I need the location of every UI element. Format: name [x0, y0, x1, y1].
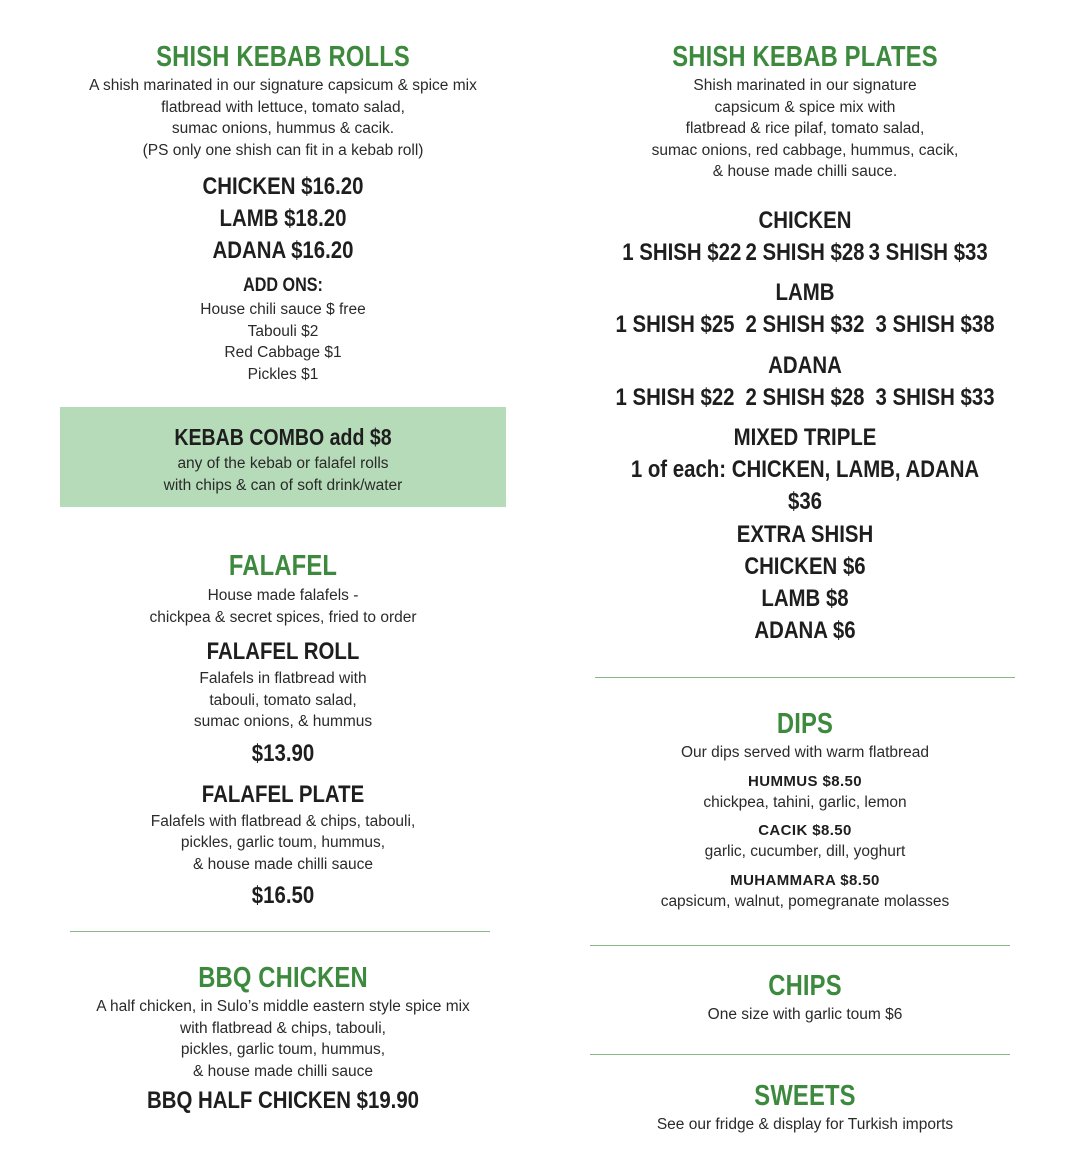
add-on-item: House chili sauce $ free: [200, 301, 366, 318]
option-item: 1 SHISH $22: [615, 384, 735, 411]
desc-line: flatbread & rice pilaf, tomato salad,: [685, 120, 925, 137]
desc-line: A half chicken, in Sulo’s middle eastern style spice mix: [96, 998, 470, 1015]
group-options: [615, 309, 994, 341]
option-item: 2 SHISH $28: [745, 384, 865, 411]
price-item: LAMB $18.20: [219, 205, 347, 232]
desc-line: Falafels in flatbread with: [199, 670, 367, 687]
add-ons-title: ADD ONS:: [243, 275, 323, 296]
section-sweets: [590, 1079, 1020, 1136]
divider: [590, 945, 1010, 946]
add-on-item: Tabouli $2: [247, 322, 319, 340]
dip-item: [590, 871, 1020, 913]
plate-group-lamb: [590, 277, 1020, 341]
dip-item: [590, 821, 1020, 863]
price-list: [60, 171, 506, 267]
section-title: SWEETS: [754, 1080, 856, 1112]
section-add-ons: [60, 274, 506, 385]
section-chips: [590, 969, 1020, 1026]
price-item: ADANA $16.20: [212, 237, 354, 264]
plate-group-chicken: [590, 205, 1020, 269]
mixed-line: 1 of each: CHICKEN, LAMB, ADANA $36: [630, 456, 980, 515]
desc-line: with chips & can of soft drink/water: [163, 476, 403, 494]
mixed-title: MIXED TRIPLE: [733, 424, 877, 451]
section-title: BBQ CHICKEN: [198, 962, 368, 994]
combo-title: KEBAB COMBO add $8: [174, 424, 392, 450]
dip-name: MUHAMMARA $8.50: [730, 871, 880, 889]
desc-line: & house made chilli sauce: [192, 855, 374, 873]
falafel-plate-price: $16.50: [251, 882, 315, 909]
section-description: [590, 75, 1020, 183]
desc-line: A shish marinated in our signature capsicum & spice mix: [89, 77, 477, 94]
mixed-triple: [590, 422, 1020, 518]
section-title: DIPS: [776, 708, 834, 740]
option-item: 2 SHISH $28: [745, 239, 865, 266]
dip-description: chickpea, tahini, garlic, lemon: [703, 793, 907, 811]
desc-line: with flatbread & chips, tabouli,: [180, 1019, 386, 1037]
section-title: SHISH KEBAB ROLLS: [156, 41, 410, 73]
section-description: See our fridge & display for Turkish imports: [656, 1116, 954, 1133]
dip-description: garlic, cucumber, dill, yoghurt: [704, 843, 906, 860]
desc-line: House made falafels -: [207, 587, 359, 604]
divider: [590, 1054, 1010, 1055]
section-title: SHISH KEBAB PLATES: [672, 41, 938, 73]
section-title: FALAFEL: [228, 550, 338, 582]
falafel-roll-description: [60, 668, 506, 733]
falafel-plate-description: [60, 811, 506, 876]
desc-line: & house made chilli sauce: [192, 1062, 374, 1080]
group-options: [615, 382, 994, 414]
option-item: 2 SHISH $32: [745, 311, 865, 338]
option-item: 3 SHISH $38: [875, 311, 995, 338]
desc-line: (PS only one shish can fit in a kebab roll): [142, 141, 424, 159]
desc-line: tabouli, tomato salad,: [209, 691, 357, 709]
section-description: Our dips served with warm flatbread: [680, 744, 930, 761]
group-title: ADANA: [768, 352, 842, 379]
add-on-item: Red Cabbage $1: [224, 344, 342, 361]
group-options: [622, 237, 988, 269]
dip-name: CACIK $8.50: [758, 822, 852, 839]
section-title: CHIPS: [768, 970, 842, 1002]
group-title: CHICKEN: [758, 207, 852, 234]
falafel-plate-title: FALAFEL PLATE: [201, 780, 365, 808]
section-description: One size with garlic toum $6: [707, 1006, 903, 1023]
desc-line: any of the kebab or falafel rolls: [177, 455, 389, 472]
desc-line: pickles, garlic toum, hummus,: [180, 1041, 386, 1058]
option-item: 3 SHISH $33: [868, 239, 988, 266]
section-shish-kebab-plates: [590, 40, 1020, 183]
desc-line: Falafels with flatbread & chips, tabouli,: [150, 812, 416, 830]
extra-item: LAMB $8: [761, 585, 849, 612]
falafel-roll-title: FALAFEL ROLL: [206, 638, 360, 665]
section-description: [60, 996, 506, 1082]
desc-line: pickles, garlic toum, hummus,: [180, 834, 386, 851]
desc-line: chickpea & secret spices, fried to order: [149, 608, 417, 626]
desc-line: Shish marinated in our signature: [693, 77, 917, 94]
desc-line: sumac onions, red cabbage, hummus, cacik,: [651, 141, 959, 159]
dip-description: capsicum, walnut, pomegranate molasses: [660, 892, 950, 910]
section-shish-kebab-rolls: [60, 40, 506, 267]
desc-line: capsicum & spice mix with: [714, 98, 896, 116]
bbq-price: BBQ HALF CHICKEN $19.90: [146, 1087, 420, 1114]
section-bbq-chicken: [60, 961, 506, 1117]
divider: [70, 931, 490, 932]
combo-description: [60, 453, 506, 496]
section-dips: [590, 707, 1020, 912]
desc-line: sumac onions, hummus & cacik.: [171, 120, 395, 137]
dip-name: HUMMUS $8.50: [748, 772, 862, 790]
dip-item: [590, 772, 1020, 814]
price-item: CHICKEN $16.20: [202, 173, 364, 200]
desc-line: & house made chilli sauce.: [712, 163, 898, 180]
option-item: 3 SHISH $33: [875, 384, 995, 411]
section-description: [60, 75, 506, 161]
desc-line: flatbread with lettuce, tomato salad,: [161, 98, 405, 116]
section-falafel: [60, 549, 506, 912]
extra-item: ADANA $6: [754, 617, 856, 644]
option-item: 1 SHISH $22: [622, 239, 742, 266]
falafel-roll-price: $13.90: [251, 739, 315, 767]
option-item: 1 SHISH $25: [615, 311, 735, 338]
add-on-item: Pickles $1: [247, 365, 319, 383]
kebab-combo-box: [60, 407, 506, 507]
plate-group-adana: [590, 350, 1020, 414]
desc-line: sumac onions, & hummus: [193, 713, 373, 730]
extra-title: EXTRA SHISH: [736, 521, 874, 548]
section-description: [60, 585, 506, 628]
divider: [595, 677, 1015, 678]
add-ons-list: [60, 299, 506, 385]
extra-item: CHICKEN $6: [744, 553, 866, 580]
extra-shish: [590, 519, 1020, 647]
group-title: LAMB: [775, 279, 835, 306]
